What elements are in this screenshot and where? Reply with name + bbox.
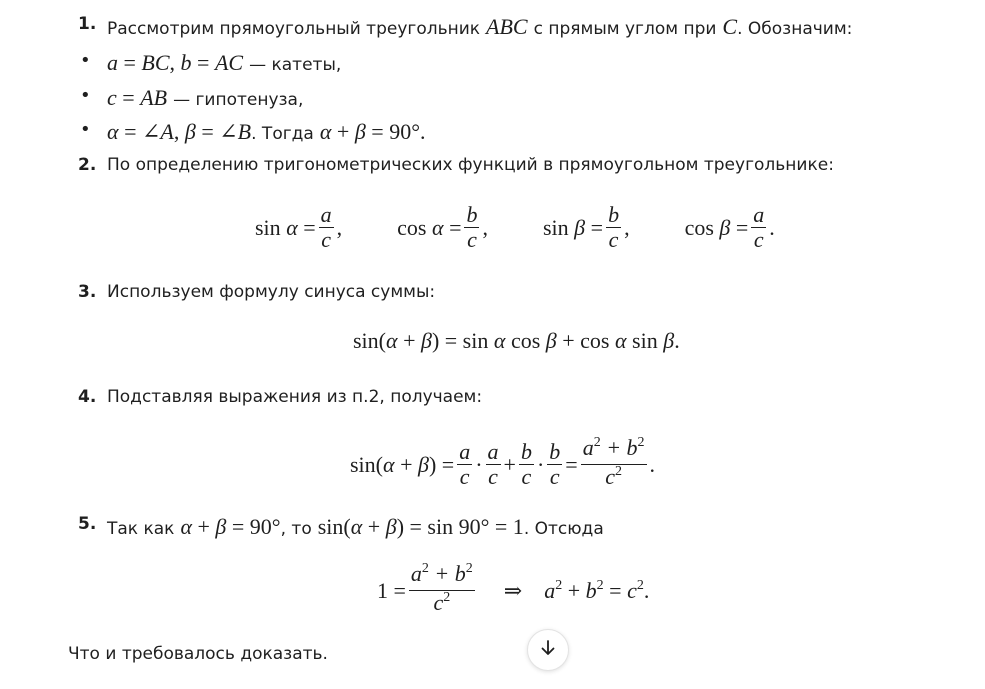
math-sum-90: α + β = 90°.: [319, 119, 426, 144]
math-sin-90: sin(α + β) = sin 90° = 1: [317, 514, 524, 539]
bullet-dot: •: [80, 50, 91, 71]
bullet-text: — гипотенуза,: [173, 90, 304, 110]
step-text: . Обозначим:: [737, 19, 853, 39]
math-c: C: [722, 14, 738, 39]
step-text: . Отсюда: [523, 519, 604, 539]
step-text: Используем формулу синуса суммы:: [107, 282, 436, 302]
bullet-dot: •: [80, 85, 91, 106]
scroll-down-button[interactable]: [527, 629, 569, 671]
arrow-down-icon: [538, 638, 558, 662]
step-number: 2.: [78, 155, 97, 175]
step-text: , то: [280, 519, 312, 539]
math-angles: α = ∠A, β = ∠B: [107, 119, 252, 144]
step-text: с прямым углом при: [533, 19, 717, 39]
math-legs: a = BC, b = AC: [107, 50, 244, 75]
step-number: 1.: [78, 14, 97, 34]
step-text: Рассмотрим прямоугольный треугольник: [107, 19, 481, 39]
step-number: 5.: [78, 514, 97, 534]
math-abc: ABC: [486, 14, 528, 39]
formula-pythagoras: 1 = $\frac{a^2 + b^2}{c^2}$ ⇒ $a^2 + b^2 = c^2$.: [377, 561, 650, 615]
formula-substitution: sin(α + β) = $\frac{a}{c}$ · $\frac{a}{c}$ + $\frac{b}{c}$ · $\frac{b}{c}$ = $\frac{a^2 + b^2}{c^2}$ .: [350, 435, 656, 489]
formula-sine-sum: sin(α + β) = sin α cos β + cos α sin β.: [353, 328, 680, 353]
step-number: 4.: [78, 387, 97, 407]
bullet-text: — катеты,: [249, 55, 342, 75]
conclusion-text: Что и требовалось доказать.: [68, 644, 328, 664]
math-hyp: c = AB: [107, 85, 168, 110]
bullet-text: . Тогда: [251, 124, 314, 144]
step-text: Так как: [107, 519, 175, 539]
step-text: Подставляя выражения из п.2, получаем:: [107, 387, 483, 407]
step-text: По определению тригонометрических функций в прямоугольном треугольнике:: [107, 155, 834, 175]
math-sum-90: α + β = 90°: [180, 514, 281, 539]
formula-trig-definitions: sin α = $\frac{a}{c}$ , cos α = $\frac{b}{c}$ , sin β = $\frac{b}{c}$ , cos β = $\frac{a}{c}$ .: [255, 202, 775, 252]
bullet-dot: •: [80, 119, 91, 140]
step-number: 3.: [78, 282, 97, 302]
